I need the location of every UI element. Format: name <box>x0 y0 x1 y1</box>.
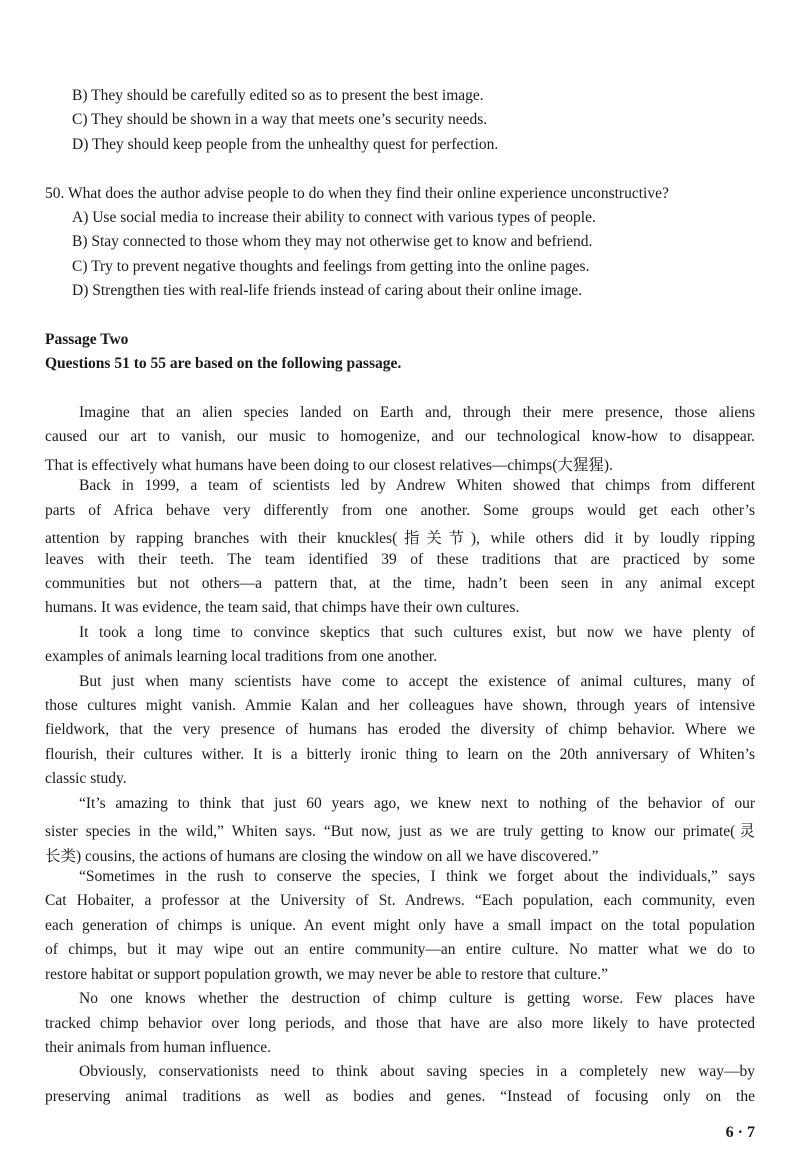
passage-line: fieldwork, that the very presence of humans has eroded the diversity of chimp behavior. Where we <box>45 721 755 738</box>
passage-line: It took a long time to convince skeptics that such cultures exist, but now we have plenty of <box>79 624 755 641</box>
passage-line: Obviously, conservationists need to think about saving species in a completely new way—by <box>79 1063 755 1080</box>
page-number: 6 · 7 <box>725 1124 755 1141</box>
passage-line: their animals from human influence. <box>45 1039 271 1056</box>
passage-title: Passage Two <box>45 331 129 348</box>
passage-line: “Sometimes in the rush to conserve the species, I think we forget about the individuals,” says <box>79 868 755 885</box>
passage-line: caused our art to vanish, our music to homogenize, and our technological know-how to disappear. <box>45 428 755 445</box>
passage-line: No one knows whether the destruction of chimp culture is getting worse. Few places have <box>79 990 755 1007</box>
passage-line: flourish, their cultures wither. It is a bitterly ironic thing to learn on the 20th anniversary of Whiten’s <box>45 746 755 763</box>
passage-line: preserving animal traditions as well as bodies and genes. “Instead of focusing only on the <box>45 1088 755 1105</box>
passage-line: 长类) cousins, the actions of humans are closing the window on all we have discovered.” <box>45 848 599 865</box>
q50-stem: 50. What does the author advise people to do when they find their online experience unconstructive? <box>45 185 669 202</box>
passage-line: attention by rapping branches with their knuckles(指关节), while others did it by loudly ripping <box>45 530 755 547</box>
passage-line: But just when many scientists have come to accept the existence of animal cultures, many of <box>79 673 755 690</box>
q49-option-d: D) They should keep people from the unhealthy quest for perfection. <box>72 136 499 153</box>
passage-line: tracked chimp behavior over long periods, and those that have are also more likely to have protected <box>45 1015 755 1032</box>
q50-option-a: A) Use social media to increase their ability to connect with various types of people. <box>72 209 596 226</box>
passage-line: restore habitat or support population growth, we may never be able to restore that culture.” <box>45 966 608 983</box>
passage-line: Back in 1999, a team of scientists led by Andrew Whiten showed that chimps from different <box>79 477 755 494</box>
q50-option-b: B) Stay connected to those whom they may not otherwise get to know and befriend. <box>72 233 593 250</box>
passage-instruction: Questions 51 to 55 are based on the following passage. <box>45 355 402 372</box>
passage-line: Imagine that an alien species landed on Earth and, through their mere presence, those aliens <box>79 404 755 421</box>
passage-line: “It’s amazing to think that just 60 years ago, we knew next to nothing of the behavior of our <box>79 795 755 812</box>
q49-option-b: B) They should be carefully edited so as to present the best image. <box>72 87 484 104</box>
passage-line: parts of Africa behave very differently from one another. Some groups would get each other’s <box>45 502 755 519</box>
passage-line: examples of animals learning local traditions from one another. <box>45 648 438 665</box>
q49-option-c: C) They should be shown in a way that meets one’s security needs. <box>72 111 488 128</box>
passage-line: classic study. <box>45 770 127 787</box>
q50-option-d: D) Strengthen ties with real-life friends instead of caring about their online image. <box>72 282 583 299</box>
q50-option-c: C) Try to prevent negative thoughts and feelings from getting into the online pages. <box>72 258 590 275</box>
passage-line: communities but not others—a pattern that, at the time, hadn’t been seen in any animal except <box>45 575 755 592</box>
passage-line: Cat Hobaiter, a professor at the University of St. Andrews. “Each population, each community, even <box>45 892 755 909</box>
passage-line: those cultures might vanish. Ammie Kalan and her colleagues have shown, through years of intensive <box>45 697 755 714</box>
passage-line: humans. It was evidence, the team said, that chimps have their own cultures. <box>45 599 520 616</box>
passage-line: of chimps, but it may wipe out an entire community—an entire culture. No matter what we do to <box>45 941 755 958</box>
passage-line: each generation of chimps is unique. An event might only have a small impact on the total population <box>45 917 755 934</box>
passage-line: leaves with their teeth. The team identified 39 of these traditions that are practiced by some <box>45 551 755 568</box>
passage-line: sister species in the wild,” Whiten says. “But now, just as we are truly getting to know our primate(灵 <box>45 823 755 840</box>
passage-line: That is effectively what humans have been doing to our closest relatives—chimps(大猩猩). <box>45 457 613 474</box>
